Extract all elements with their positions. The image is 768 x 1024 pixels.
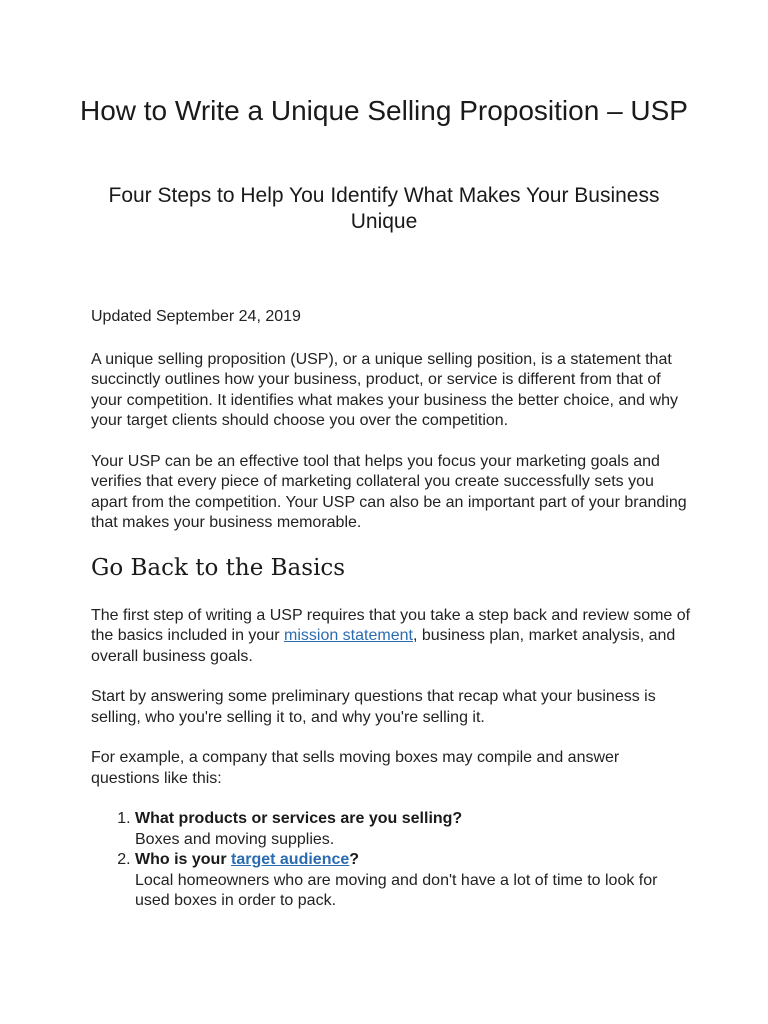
question-text-before: Who is your [135,851,231,868]
list-item [135,809,691,850]
answer-text: Local homeowners who are moving and don't have a lot of time to look for used boxes in order to pack. [135,871,658,909]
target-audience-link[interactable]: target audience [231,851,350,868]
article-body [91,307,691,912]
question-list [91,809,691,912]
article-title: How to Write a Unique Selling Proposition – USP [79,95,688,126]
answer-text: Boxes and moving supplies. [135,830,335,848]
example-paragraph: For example, a company that sells moving boxes may compile and answer questions like this: [91,749,620,787]
preliminary-paragraph: Start by answering some preliminary questions that recap what your business is selling, who you're selling it to, and why you're selling it. [91,688,656,726]
intro-paragraph: A unique selling proposition (USP), or a unique selling position, is a statement that succinctly outlines how your business, product, or service is different from that of your competition. It identifies what makes your business the better choice, and why your target clients should choose you over the competition. [91,350,678,429]
basics-text-before: The first step of writing a USP requires that you take a step back and review some of the basics included in your [91,606,691,644]
usp-tool-paragraph: Your USP can be an effective tool that helps you focus your marketing goals and verifies that every piece of marketing collateral you create successfully sets you apart from the competition. Your USP can also be an important part of your branding that makes your business memorable. [91,452,687,531]
article-subtitle: Four Steps to Help You Identify What Makes Your Business Unique [108,184,660,233]
updated-date: Updated September 24, 2019 [91,308,301,325]
mission-statement-link[interactable]: mission statement [284,627,413,644]
list-item [135,850,691,912]
basics-text-after: , business plan, market analysis, and overall business goals. [91,627,676,665]
basics-paragraph [91,606,691,668]
question-text [135,851,359,868]
question-text-after: ? [349,851,360,868]
question-text: What products or services are you selling? [135,810,463,827]
section-heading: Go Back to the Basics [91,554,346,581]
